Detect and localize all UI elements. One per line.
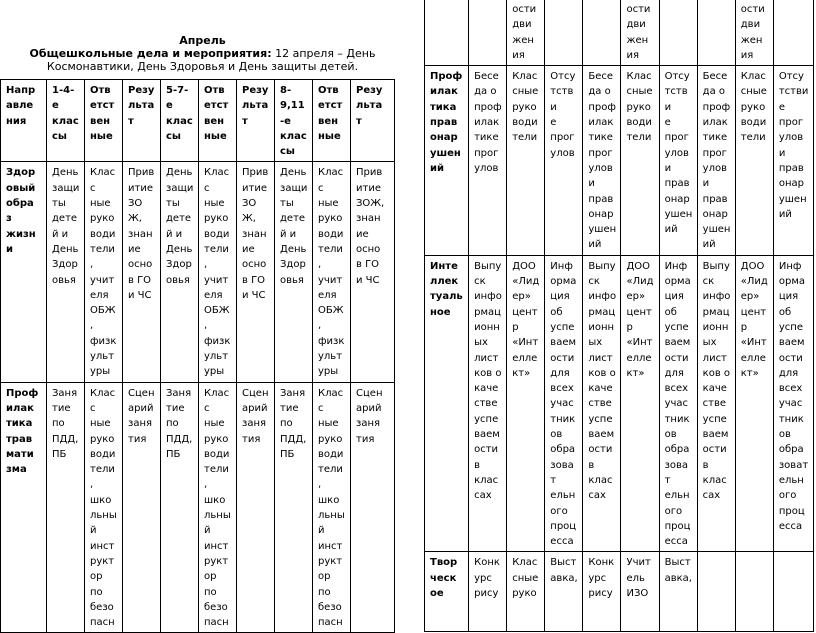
column-header: Отв етст вен ные <box>199 80 237 162</box>
table-cell: Класс ные руко води тели , учит еля ОБЖ , физк ульт уры <box>313 162 351 382</box>
table-cell: Класс ные руко води тели , учит еля ОБЖ , физк ульт уры <box>199 162 237 382</box>
table-cell <box>697 552 735 632</box>
table-cell: Выпу ск инфо рмац ионн ых лист ков о каче стве успе ваем ости в клас сах <box>697 255 735 552</box>
table-row <box>425 66 814 256</box>
table-cell: Бесе да о проф илак тике прог улов и прав онар ушен ий <box>583 66 621 256</box>
events-label: Общешкольные дела и мероприятия: <box>29 47 272 60</box>
table-cell: Выст авка, <box>659 552 697 632</box>
table-cell: Сцен арий заня тия <box>123 382 161 633</box>
events-line-2: Космонавтики, День Здоровья и День защиты детей. <box>46 60 359 73</box>
table-cell: Учит ель ИЗО <box>621 552 659 632</box>
column-header: Резу льта т <box>237 80 275 162</box>
table-cell: Клас сные руко води тели <box>621 66 659 256</box>
column-header: 8- 9,11 -е клас сы <box>275 80 313 162</box>
table-cell: ДОО «Лид ер» цент р «Инт елле кт» <box>621 255 659 552</box>
column-header: Резу льта т <box>351 80 395 162</box>
table-cell <box>773 552 813 632</box>
direction-cell: Здор овый обра з жизн и <box>1 162 47 382</box>
table-cell: Бесе да о проф илак тике прог улов <box>469 66 507 256</box>
table-cell: ости дви жен ия <box>621 0 659 66</box>
column-header: 5-7- е клас сы <box>161 80 199 162</box>
table-cell <box>659 0 697 66</box>
table-cell: День защи ты дете й и День Здор овья <box>161 162 199 382</box>
direction-cell: Инте ллек туаль ное <box>425 255 469 552</box>
table-cell <box>697 0 735 66</box>
table-cell: Прив итие ЗОЖ, знан ие осно в ГО и ЧС <box>351 162 395 382</box>
table-cell: Сцен арий заня тия <box>237 382 275 633</box>
table-cell: Клас сные руко води тели <box>507 66 545 256</box>
table-cell: Класс ные руко води тели , шко льны й инст рукт ор по безо пасн <box>313 382 351 633</box>
table-cell <box>583 0 621 66</box>
table-cell: Заня тие по ПДД, ПБ <box>161 382 199 633</box>
table-cell: ДОО «Лид ер» цент р «Инт елле кт» <box>507 255 545 552</box>
table-cell: Клас сные руко води тели <box>735 66 773 256</box>
table-row <box>425 0 814 66</box>
left-page <box>0 0 410 629</box>
column-header: Отв етст вен ные <box>313 80 351 162</box>
right-page <box>412 0 816 599</box>
table-cell: Прив итие ЗОЖ, знан ие осно в ГО и ЧС <box>123 162 161 382</box>
table-cell: Выст авка, <box>545 552 583 632</box>
table-row <box>1 382 395 633</box>
right-table-body <box>425 0 814 632</box>
table-cell: Заня тие по ПДД, ПБ <box>275 382 313 633</box>
events-text: 12 апреля – День <box>275 47 376 60</box>
table-cell: Класс ные руко води тели , учит еля ОБЖ , физк ульт уры <box>85 162 123 382</box>
table-cell: Конк урс рису <box>469 552 507 632</box>
table-cell: Отсу тстви е прог улов и прав онар ушен ий <box>659 66 697 256</box>
table-cell: ости дви жен ия <box>735 0 773 66</box>
table-cell: Заня тие по ПДД, ПБ <box>47 382 85 633</box>
left-table-body <box>1 80 395 633</box>
table-row <box>1 162 395 382</box>
table-cell: Инф орма ция об успе ваем ости для всех учас тник ов обра зоват ельн ого проц есса <box>659 255 697 552</box>
table-cell: Отсу тстви е прог улов и прав онар ушен ий <box>773 66 813 256</box>
table-cell: Сцен арий заня тия <box>351 382 395 633</box>
table-cell: ости дви жен ия <box>507 0 545 66</box>
table-cell: Выпу ск инфо рмац ионн ых лист ков о каче стве успе ваем ости в клас сах <box>469 255 507 552</box>
table-cell: Выпу ск инфо рмац ионн ых лист ков о каче стве успе ваем ости в клас сах <box>583 255 621 552</box>
table-cell: Прив итие ЗОЖ, знан ие осно в ГО и ЧС <box>237 162 275 382</box>
direction-cell: Твор ческ ое <box>425 552 469 632</box>
table-cell <box>469 0 507 66</box>
table-cell: Бесе да о проф илак тике прог улов и прав онар ушен ий <box>697 66 735 256</box>
table-cell: Отсу тстви е прог улов <box>545 66 583 256</box>
table-row <box>425 255 814 552</box>
direction-cell: Проф илак тика трав мати зма <box>1 382 47 633</box>
table-cell: Инф орма ция об успе ваем ости для всех учас тник ов обра зоват ельн ого проц есса <box>773 255 813 552</box>
table-cell: День защи ты дете й и День Здор овья <box>275 162 313 382</box>
column-header: Резу льта т <box>123 80 161 162</box>
table-cell: ДОО «Лид ер» цент р «Инт елле кт» <box>735 255 773 552</box>
table-row <box>425 552 814 632</box>
column-header: Отв етст вен ные <box>85 80 123 162</box>
table-cell: Клас сные руко <box>507 552 545 632</box>
month-heading: Апрель <box>179 34 226 47</box>
direction-cell <box>425 0 469 66</box>
table-cell: Инф орма ция об успе ваем ости для всех учас тник ов обра зоват ельн ого проц есса <box>545 255 583 552</box>
direction-cell: Проф илак тика прав онар ушен ий <box>425 66 469 256</box>
table-cell <box>545 0 583 66</box>
table-cell: Класс ные руко води тели , шко льны й инст рукт ор по безо пасн <box>85 382 123 633</box>
table-cell: День защи ты дете й и День Здор овья <box>47 162 85 382</box>
events-line <box>0 47 405 61</box>
table-cell: Конк урс рису <box>583 552 621 632</box>
column-header: 1-4- е клас сы <box>47 80 85 162</box>
plan-table-left <box>0 79 395 633</box>
column-header: Напр авле ния <box>1 80 47 162</box>
plan-table-right <box>424 0 814 632</box>
table-cell: Класс ные руко води тели , шко льны й инст рукт ор по безо пасн <box>199 382 237 633</box>
table-cell <box>773 0 813 66</box>
header-row <box>1 80 395 162</box>
table-cell <box>735 552 773 632</box>
